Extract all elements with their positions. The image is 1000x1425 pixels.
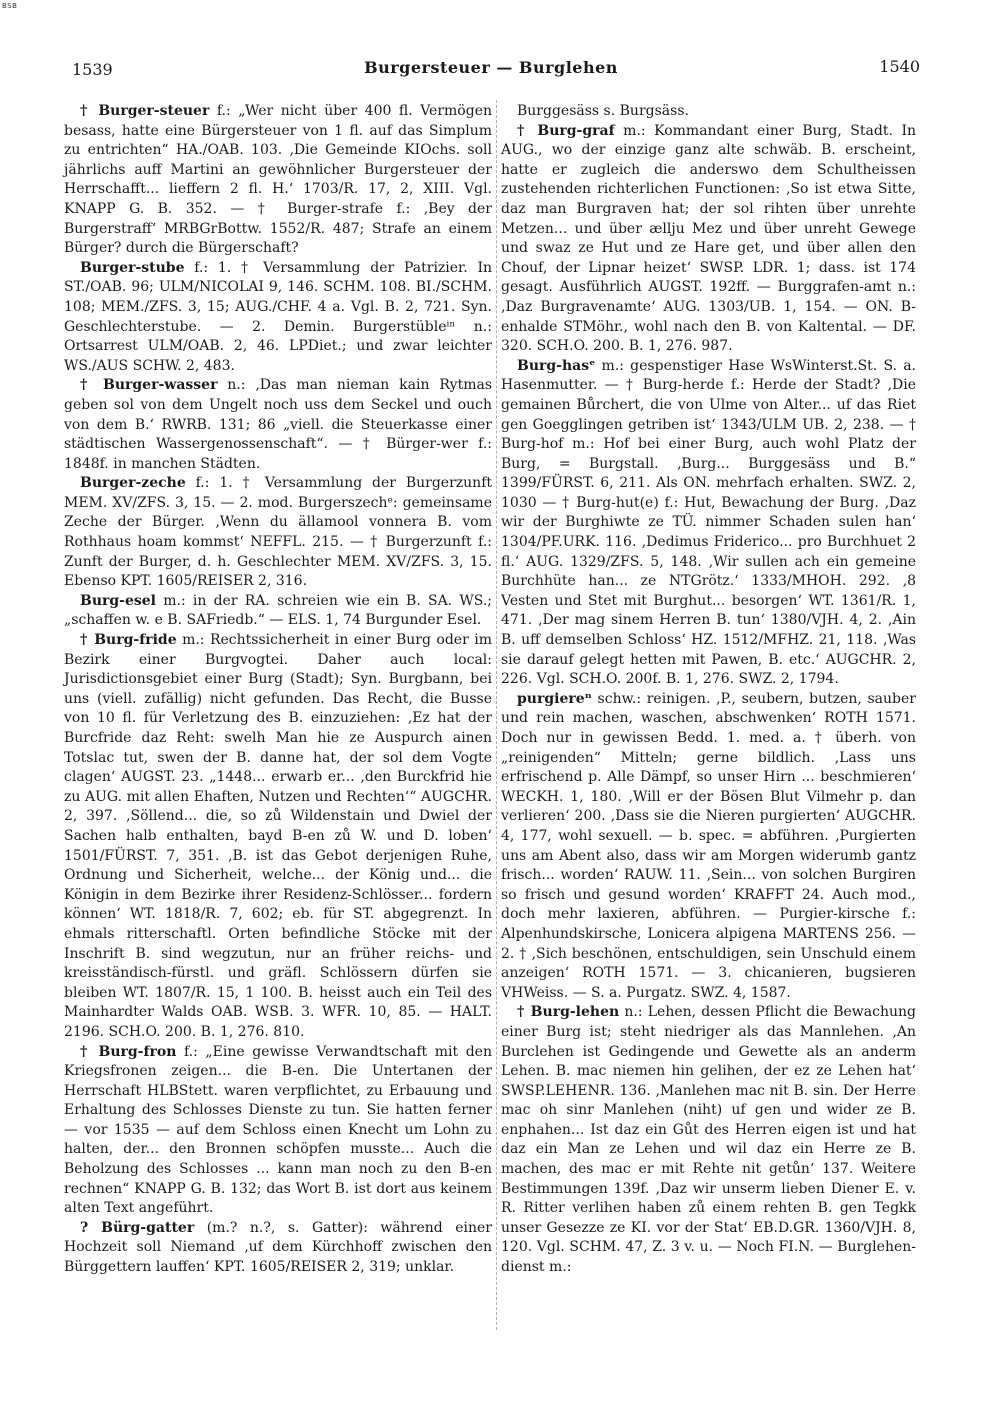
- column-divider: [496, 100, 497, 1330]
- page-header: [62, 52, 920, 82]
- entry-text: m.: gespenstiger Hase WsWinterst.St. S. a. Hasenmutter. — † Burg-herde f.: Herde der Stadt? ‚Die gemainen Bůrchert, die von Ulme von Alter... uf das Riet gen Goegglingen getriben ist‘ 1343/ULM UB. 2, 238. — † Burg-hof m.: Hof bei einer Burg, auch wohl Platz der Burg, = Burgstall. ‚Burg... Burggesäss und B.“ 1399/FÜRST. 6, 211. Als ON. mehrfach erhalten. SWZ. 2, 1030 — † Burg-hut(e) f.: Hut, Bewachung der Burg. ‚Daz wir der Burghiwte ze TÜ. nimmer Schaden sulen han‘ 1304/PF.URK. 116. ‚Dedimus Friderico... pro Burchhuet 2 fl.‘ AUG. 1329/ZFS. 5, 148. ‚Wir sullen ach ein gemeine Burchhüte han... ze NTGrötz.‘ 1333/MHOH. 292. ‚8 Vesten und Stet mit Burghut... besorgen‘ WT. 1361/R. 1, 471. ‚Der mag sinem Herren B. tun‘ 1380/VJH. 4, 2. ‚Ain B. uff demselben Schloss‘ HZ. 1512/MFHZ. 21, 118. ‚Was sie darauf gelegt hetten mit Pawen, B. etc.‘ AUGCHR. 2, 226. Vgl. SCH.O. 200f. B. 1, 276. SWZ. 2, 1794.: [501, 357, 916, 688]
- entry-text: n.: ‚Das man nieman kain Rytmas geben sol von dem Ungelt noch uss dem Seckel und ouch von dem B.‘ RWRB. 131; 86 „viell. die Steuerkasse einer städtischen Wassergenossenschaft“. — † Bürger-wer f.: 1848f. in manchen Städten.: [64, 377, 492, 472]
- headword: † Burg-lehen: [517, 1004, 620, 1021]
- headword: Burg-esel: [80, 592, 157, 609]
- entry-purgieren: [501, 690, 916, 1004]
- entry-text: n.: Lehen, dessen Pflicht die Bewachung einer Burg ist; steht niedriger als das Mannlehen. ‚An Burclehen ist Gedingende und Gewette als an anderm Lehen. B. mac niemen hin gelihen, der ez ze Lehen hat‘ SWSP.LEHENR. 136. ‚Manlehen mac nit B. sin. Der Herre mac oh sinr Manlehen (niht) uf gen und wider ze B. enphahen... Ist daz ein Gůt des Herren eigen ist und hat daz ein Man ze Lehen und wil daz ein Herre ze B. machen, des mac er mit Rehte nit getůn‘ 137. Weitere Bestimmungen 139f. ‚Daz wir unserm lieben Diener E. v. R. Ritter verlihen haben zů einem rehten B. gen Tegkk unser Gesezze ze KI. vor der Stat‘ EB.D.GR. 1360/VJH. 8, 120. Vgl. SCHM. 47, Z. 3 v. u. — Noch FI.N. — Burglehen-dienst m.:: [501, 1004, 916, 1276]
- headword: † Burg-fron: [80, 1043, 177, 1060]
- entry-burggesaess: [501, 102, 916, 122]
- entry-burger-zeche: [64, 474, 492, 592]
- entry-text: m.: in der RA. schreien wie ein B. SA. WS.; „schaffen w. e B. SAFriedb.“ — ELS. 1, 74 Burgunder Esel.: [64, 592, 492, 629]
- entry-burger-stube: [64, 259, 492, 377]
- entry-text: f.: „Wer nicht über 400 fl. Vermögen besass, hatte eine Bürgersteuer von 1 fl. auf das Simplum zu entrichten“ HA./OAB. 103. ‚Die Gemeinde KIOchs. soll jährlichs auff Martini an gewöhnlicher Burgersteuer der Herrschafft... lieffern 2 fl. H.‘ 1703/R. 17, 2, XIII. Vgl. KNAPP G. B. 352. — † Burger-strafe f.: ‚Bey der Burgerstraff‘ MRBGrBottw. 1552/R. 487; Strafe an einem Bürger? durch die Bürgerschaft?: [64, 103, 492, 257]
- entry-text: f.: 1. † Versammlung der Burgerzunft MEM. XV/ZFS. 3, 15. — 2. mod. Burgerszechᵉ: gemeinsame Zeche der Bürger. ‚Wenn du ällamool vonnera B. vom Rothhaus hoam kommst‘ NEFFL. 215. — † Burgerzunft f.: Zunft der Burger, d. h. Geschlechter MEM. XV/ZFS. 3, 15. Ebenso KPT. 1605/REISER 2, 316.: [64, 475, 492, 590]
- right-column: [501, 102, 916, 1278]
- entry-burg-lehen: [501, 1003, 916, 1277]
- entry-burg-fride: [64, 631, 492, 1042]
- headword: ? Bürg-gatter: [80, 1219, 195, 1236]
- entry-burger-steuer: [64, 102, 492, 259]
- headword: Burger-zeche: [80, 475, 186, 492]
- headword: Burg-hasᵉ: [517, 357, 596, 374]
- headword: † Burger-steuer: [80, 103, 210, 119]
- left-column: [64, 102, 492, 1278]
- entry-text: (m.? n.?, s. Gatter): während einer Hochzeit soll Niemand ‚uf dem Kürchhoff zwischen den Bürggettern lauffen‘ KPT. 1605/REISER 2, 319; unklar.: [64, 1219, 492, 1276]
- library-stamp: BSB: [2, 2, 18, 10]
- entry-burg-graf: [501, 122, 916, 357]
- entry-text: schw.: reinigen. ‚P., seubern, butzen, sauber und rein machen, waschen, abschwenken‘ ROTH 1571. Doch nur in gewissen Bedd. 1. med. a. † überh. von „reinigenden“ Mitteln; gerne bildlich. ‚Lass uns erfrischend p. Alle Dämpf, so unser Hirn ... beschmieren‘ WECKH. 1, 180. ‚Will er der Bösen Blut Vilmehr p. dan verlieren‘ 200. ‚Dass sie die Nieren purgierten‘ AUGCHR. 4, 177, wohl sexuell. — b. spec. = abführen. ‚Purgierten uns am Abent also, dass wir am Morgen widerumb gantz frisch... worden‘ RAUW. 11. ‚Sein... von solchen Burgiren so frisch und gesund worden‘ KRAFFT 24. Auch mod., doch mehr laxieren, abführen. — Purgier-kirsche f.: Alpenhundskirsche, Lonicera alpigena MARTENS 256. — 2. † ‚Sich beschönen, entschuldigen, sein Unschuld einem anzeigen‘ ROTH 1571. — 3. chicanieren, bugsieren VHWeiss. — S. a. Purgatz. SWZ. 4, 1587.: [501, 690, 916, 1001]
- entry-text: f.: „Eine gewisse Verwandtschaft mit den Kriegsfronen zeigen... die B-en. Die Untertanen der Herrschaft HLBStett. waren verpflichtet, zu Erbauung und Erhaltung des Schlosses Dienste zu tun. Sie hatten ferner — vor 1535 — auf dem Schloss einen Knecht um Lohn zu halten, der... den Bronnen schöpfen musste... Auch die Beholzung des Schlosses ... kann man noch zu den B-en rechnen“ KNAPP G. B. 132; das Wort B. ist dort aus keinem alten Text angeführt.: [64, 1043, 492, 1217]
- headword: Burger-stube: [80, 259, 185, 276]
- headword: † Burger-wasser: [80, 377, 218, 394]
- headword: purgiereⁿ: [517, 690, 592, 707]
- entry-burg-gatter: [64, 1219, 492, 1278]
- entry-text: m.: Rechtssicherheit in einer Burg oder im Bezirk einer Burgvogtei. Daher auch local: Jurisdictionsgebiet einer Burg (Stadt); Syn. Burgbann, bei uns (viell. zufällig) nicht gefunden. Das Recht, die Busse von 10 fl. für Verletzung des B. einzuziehen: ‚Ez hat der Burcfride daz Reht: swelh Man hie ze Auspurch ainen Totslac tut, swen der B. danne hat, der sol dem Vogte clagen‘ AUGST. 23. „1448... erwarb er... ‚den Burckfrid hie zu AUG. mit allen Ehaften, Nutzen und Rechten‘“ AUGCHR. 2, 397. ‚Söllend... die, so zů Wildenstain und Dwiel der Sachen halb enthalten, bayd B-en zů W. und D. loben‘ 1501/FÜRST. 7, 351. ‚B. ist das Gebot derjenigen Ruhe, Ordnung und Sicherheit, welche... der König und... die Königin in dem Bezirke ihrer Residenz-Schlösser... fordern können‘ WT. 1818/R. 7, 602; eb. für ST. abgegrenzt. In ehmals ritterschaftl. Orten befindliche Stöcke mit der Inschrift B. sind wegzutun, nur an früher reichs- und kreisständisch-fürstl. und gräfl. Schlössern dürfen sie bleiben WT. 1807/R. 15, 1 100. B. heisst auch ein Teil des Mainhardter Walds OAB. WSB. 3. WFR. 10, 85. — HALT. 2196. SCH.O. 200. B. 1, 276. 810.: [64, 632, 492, 1040]
- headword: † Burg-fride: [80, 632, 177, 649]
- page-number-right: 1540: [879, 57, 920, 76]
- entry-text: m.: Kommandant einer Burg, Stadt. In AUG., wo der einzige ganz alte schwäb. B. erscheint, hatte er zugleich die anderswo dem Schultheissen zustehenden richterlichen Functionen: ‚So ist etwa Sitte, daz man Burgraven hat; der sol rihten über unrehte Metzen... und über ællju Mez und über unreht Gewege und swaz ze Hut und ze Hare get, und über allen den Chouf, der Lipnar heizet‘ SWSP. LDR. 1; dass. ist 174 gesagt. Ausführlich AUGST. 192ff. — Burggrafen-amt n.: ‚Daz Burgravenamte‘ AUG. 1303/UB. 1, 154. — ON. B-enhalde STMöhr., wohl nach den B. von Kaltental. — DF. 320. SCH.O. 200. B. 1, 276. 987.: [501, 122, 916, 355]
- entry-burg-esel: [64, 592, 492, 631]
- entry-burg-hase: [501, 357, 916, 690]
- page-number-left: 1539: [72, 60, 113, 79]
- entry-text: Burggesäss s. Burgsäss.: [517, 103, 689, 119]
- entry-burger-wasser: [64, 376, 492, 474]
- entry-burg-fron: [64, 1043, 492, 1219]
- headword: † Burg-graf: [517, 122, 615, 139]
- entry-text: f.: 1. † Versammlung der Patrizier. In ST./OAB. 96; ULM/NICOLAI 9, 146. SCHM. 108. BI./SCHM. 108; MEM./ZFS. 3, 15; AUG./CHF. 4 a. Vgl. B. 2, 721. Syn. Geschlechterstube. — 2. Demin. Burgerstübleⁱⁿ n.: Ortsarrest ULM/OAB. 2, 46. LPDiet.; und zwar leichter WS./AUS SCHW. 2, 483.: [64, 259, 492, 374]
- running-title: Burgersteuer — Burglehen: [364, 58, 618, 77]
